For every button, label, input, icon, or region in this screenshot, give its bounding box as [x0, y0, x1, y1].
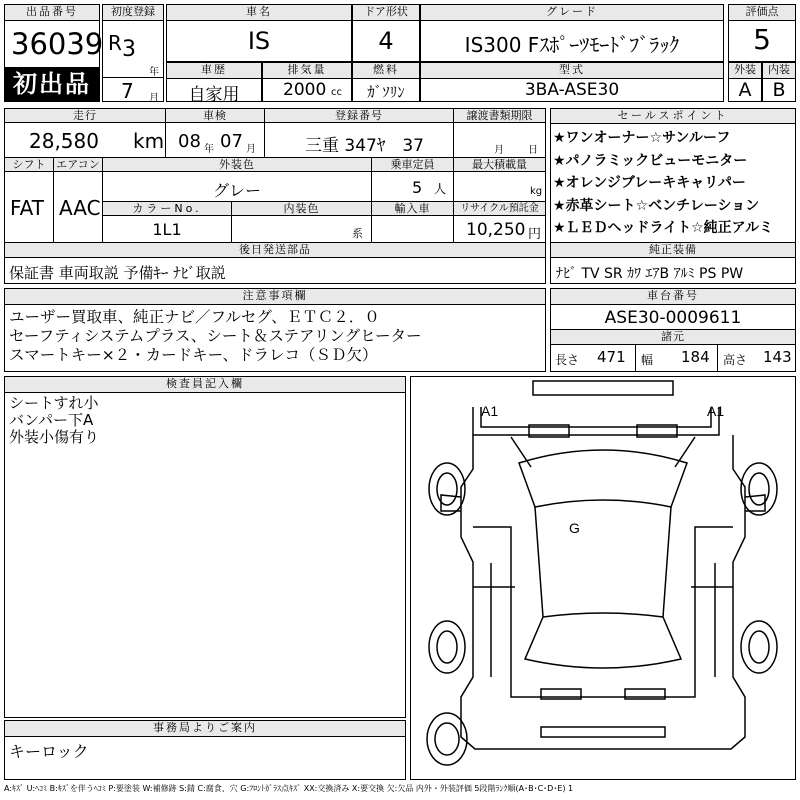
door-label: ドア形状: [353, 5, 419, 21]
mileage-cell: [4, 122, 166, 158]
color-value: グレー: [212, 181, 261, 200]
sales-point: ★ワンオーナー☆サンルーフ: [553, 130, 731, 146]
car-diagram-box: [410, 376, 796, 780]
capacity-unit: 人: [434, 182, 447, 196]
history-label: 車歴: [167, 63, 261, 79]
capacity-cell: [371, 171, 454, 202]
month-unit: 月: [149, 93, 159, 104]
office-text: キーロック: [9, 742, 89, 761]
history-value: 自家用: [188, 85, 240, 105]
registration-number: 三重 347ﾔ 37: [305, 136, 424, 156]
year-unit: 年: [149, 67, 159, 78]
int-grade-label: 内装: [763, 63, 795, 79]
mileage-unit: km: [133, 129, 165, 153]
registration-cell: [264, 122, 454, 158]
inspection-month: 07: [220, 131, 243, 152]
width-label: 幅: [641, 353, 654, 367]
color-no-cell: [102, 215, 232, 243]
inspector-line: バンパー下A: [9, 411, 94, 429]
displacement-value: 2000: [283, 80, 327, 100]
capacity-value: 5: [412, 178, 423, 197]
recycle-label: リサイクル預託金: [453, 201, 546, 216]
later-parts-value: 保証書 車両取説 予備ｷｰ ﾅﾋﾞ取説: [9, 264, 226, 282]
first-listing-badge: [5, 67, 99, 101]
inspector-line: シートすれ小: [9, 394, 99, 412]
lot-box: [4, 4, 104, 102]
damage-mark-glass: G: [569, 520, 580, 536]
equipment-cell: [550, 257, 796, 284]
first-listing-text: 初出品: [13, 70, 91, 98]
recycle-value: 10,250: [466, 220, 526, 240]
car-name: IS: [247, 27, 271, 55]
color-no-value: 1L1: [152, 220, 182, 239]
grade-label: グレード: [421, 5, 723, 21]
chassis-label: 車台番号: [551, 289, 795, 305]
inspector-lines: [9, 395, 99, 446]
displacement-box: [262, 62, 352, 102]
ext-grade-label: 外装: [729, 63, 761, 79]
ac-cell: [53, 171, 103, 243]
inspection-label: 車検: [165, 108, 265, 123]
color-cell: [102, 171, 372, 202]
note-line: セーフティシステムプラス、シート＆ステアリングヒーター: [9, 327, 422, 345]
inspector-line: 外装小傷有り: [9, 428, 100, 446]
score-box: [728, 4, 796, 62]
height-label: 高さ: [723, 353, 748, 367]
ac-value: AAC: [59, 196, 101, 220]
shift-cell: [4, 171, 54, 243]
model-box: [420, 62, 724, 102]
note-line: スマートキー×２・カードキー、ドラレコ（ＳＤ欠）: [9, 346, 378, 364]
notes-box: [4, 288, 546, 372]
import-cell: [371, 215, 454, 243]
height-value: 143: [763, 348, 792, 366]
damage-mark-front-right: A1: [707, 403, 725, 419]
office-box: [4, 720, 406, 780]
recycle-unit: 円: [528, 227, 542, 242]
office-label: 事務局よりご案内: [5, 721, 405, 737]
model-label: 型式: [421, 63, 723, 79]
damage-mark-front-left: A1: [481, 403, 499, 419]
shift-value: FAT: [10, 196, 45, 220]
notes-lines: [9, 308, 421, 365]
model-value: 3BA-ASE30: [524, 80, 620, 100]
transfer-month-unit: 月: [494, 145, 504, 156]
sales-point: ★パノラミックビューモニター: [553, 152, 748, 169]
car-name-box: [166, 4, 352, 62]
ext-grade-value: A: [738, 79, 752, 101]
width-value: 184: [681, 348, 710, 366]
lot-number: 36039: [11, 27, 104, 61]
import-label: 輸入車: [371, 201, 454, 216]
load-label: 最大積載量: [453, 157, 546, 172]
later-parts-label: 後日発送部品: [4, 242, 546, 258]
car-name-label: 車名: [167, 5, 351, 21]
grade-value: IS300 Fｽﾎﾟｰﾂﾓｰﾄﾞﾌﾞﾗｯｸ: [464, 33, 680, 57]
fuel-box: [352, 62, 420, 102]
interior-color-label: 内装色: [231, 201, 372, 216]
inspection-month-unit: 月: [246, 144, 256, 155]
reg-year: 3: [122, 37, 136, 62]
door-box: [352, 4, 420, 62]
grade-box: [420, 4, 724, 62]
note-line: ユーザー買取車、純正ナビ／フルセグ、ＥＴＣ２．０: [9, 308, 380, 326]
shift-label: シフト: [4, 157, 54, 172]
length-label: 長さ: [555, 353, 580, 367]
fuel-label: 燃料: [353, 63, 419, 79]
int-grade-box: [762, 62, 796, 102]
load-cell: [453, 171, 546, 202]
sales-points-list: [553, 127, 773, 240]
transfer-doc-label: 譲渡書類期限: [453, 108, 546, 123]
interior-color-cell: [231, 215, 372, 243]
capacity-label: 乗車定員: [371, 157, 454, 172]
color-label: 外装色: [102, 157, 372, 172]
door-count: 4: [378, 27, 394, 55]
first-reg-label: 初度登録: [103, 5, 163, 21]
fuel-value: ｶﾞｿﾘﾝ: [367, 83, 405, 101]
sales-point: ★オレンジブレーキキャリパー: [553, 175, 746, 191]
interior-color-unit: 系: [352, 227, 363, 240]
history-box: [166, 62, 262, 105]
transfer-day-unit: 日: [528, 145, 538, 156]
length-value: 471: [597, 348, 626, 366]
first-reg-box: [102, 4, 164, 102]
load-unit: kg: [530, 186, 543, 197]
inspection-year: 08: [178, 131, 201, 152]
transfer-doc-cell: [453, 122, 546, 158]
int-grade-value: B: [772, 79, 786, 101]
legend: A:ｷｽﾞ U:ﾍｺﾐ B:ｷｽﾞを伴うﾍｺﾐ P:要塗装 W:補修跡 S:錆 C:腐食、穴 G:ﾌﾛﾝﾄｶﾞﾗｽ点ｷｽﾞ XX:交換済み X:要交換 欠:欠品 内外・外装評価 5段階ﾗﾝｸ順(A･B･C･D･E) 1: [4, 784, 574, 793]
score-label: 評価点: [729, 5, 795, 21]
recycle-cell: [453, 215, 546, 243]
ext-grade-box: [728, 62, 762, 102]
inspector-box: [4, 376, 406, 718]
sales-point: ★ＬＥＤヘッドライト☆純正アルミ: [553, 220, 774, 236]
notes-label: 注意事項欄: [5, 289, 545, 305]
sales-point: ★赤革シート☆ベンチレーション: [553, 197, 760, 214]
mileage-value: 28,580: [29, 129, 99, 153]
inspection-year-unit: 年: [204, 144, 214, 155]
displacement-label: 排気量: [263, 63, 351, 79]
later-parts-cell: [4, 257, 546, 284]
car-diagram: [411, 377, 795, 779]
era: R: [108, 31, 122, 55]
chassis-box: [550, 288, 796, 372]
spec-label: 諸元: [550, 329, 796, 345]
sales-points-label: セールスポイント: [550, 108, 796, 124]
equipment-label: 純正装備: [550, 242, 796, 258]
mileage-label: 走行: [4, 108, 166, 123]
ac-label: エアコン: [53, 157, 103, 172]
reg-month: 7: [121, 79, 134, 103]
chassis-number: ASE30-0009611: [604, 308, 742, 328]
displacement-unit: cc: [331, 87, 342, 98]
inspector-label: 検査員記入欄: [5, 377, 405, 393]
equipment-value: ﾅﾋﾞ TV SR ｶﾜ ｴｱB ｱﾙﾐ PS PW: [556, 266, 744, 282]
registration-label: 登録番号: [264, 108, 454, 123]
color-no-label: カラーNo.: [102, 201, 232, 216]
lot-label: 出品番号: [5, 5, 99, 21]
score-value: 5: [753, 23, 771, 56]
inspection-cell: [165, 122, 265, 158]
